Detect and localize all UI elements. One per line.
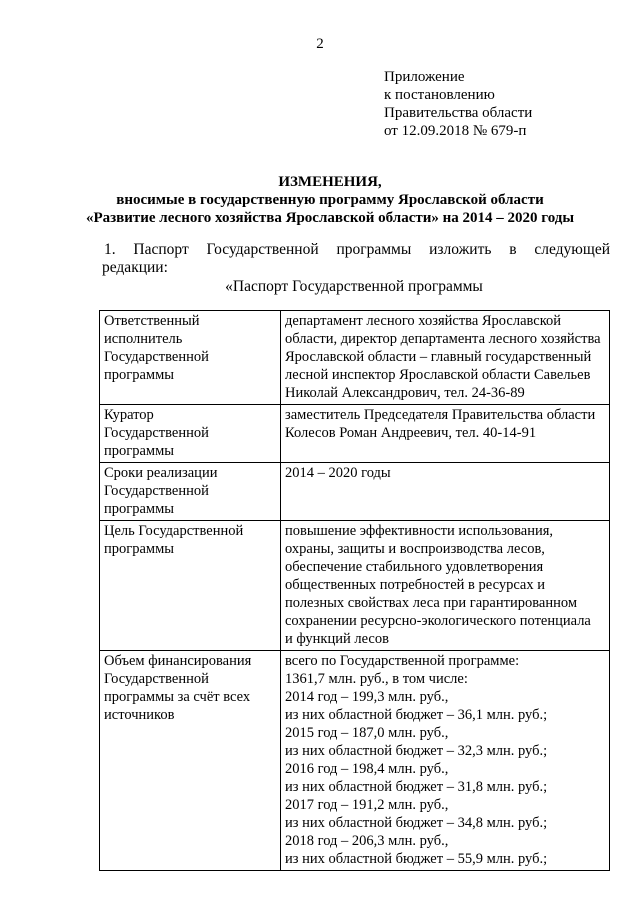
cell-line: лесной инспектор Ярославской области Савельев: [285, 367, 591, 383]
paragraph-continuation: редакции:: [102, 259, 168, 276]
cell-line: всего по Государственной программе:: [285, 653, 520, 669]
table-row: [100, 521, 610, 651]
cell-line: Ярославской области – главный государственный: [285, 349, 592, 365]
cell-line: охраны, защиты и воспроизводства лесов,: [285, 541, 545, 557]
title-line: ИЗМЕНЕНИЯ,: [278, 174, 382, 190]
table-cell-label: [100, 463, 281, 521]
table-cell-label: [100, 521, 281, 651]
cell-line: Колесов Роман Андреевич, тел. 40-14-91: [285, 425, 537, 441]
cell-line: обеспечение стабильного удовлетворения: [285, 559, 544, 575]
cell-line: программы за счёт всех: [104, 689, 251, 705]
appendix-block: [384, 68, 532, 140]
cell-line: Государственной: [104, 349, 209, 365]
appendix-line: Приложение: [384, 69, 465, 85]
cell-line: Государственной: [104, 425, 209, 441]
table-cell-label: [100, 651, 281, 871]
table-row: [100, 405, 610, 463]
passport-table: [99, 310, 610, 871]
cell-line: сохранении ресурсно-экологического потенциала: [285, 613, 591, 629]
cell-line: программы: [104, 443, 174, 459]
cell-line: заместитель Председателя Правительства области: [285, 407, 596, 423]
cell-line: Государственной: [104, 483, 209, 499]
appendix-line: от 12.09.2018 № 679-п: [384, 123, 527, 139]
cell-line: Куратор: [104, 407, 154, 423]
cell-line: из них областной бюджет – 31,8 млн. руб.;: [285, 779, 548, 795]
cell-line: и функций лесов: [285, 631, 389, 647]
cell-line: из них областной бюджет – 34,8 млн. руб.;: [285, 815, 548, 831]
cell-line: из них областной бюджет – 55,9 млн. руб.;: [285, 851, 548, 867]
document-title: [60, 173, 600, 227]
cell-line: программы: [104, 541, 174, 557]
cell-line: Ответственный: [104, 313, 200, 329]
table-row: [100, 463, 610, 521]
cell-line: из них областной бюджет – 32,3 млн. руб.;: [285, 743, 548, 759]
table-row: [100, 651, 610, 871]
cell-line: 2018 год – 206,3 млн. руб.,: [285, 833, 449, 849]
table-cell-value: [281, 405, 610, 463]
cell-line: полезных свойствах леса при гарантированном: [285, 595, 577, 611]
passport-heading: «Паспорт Государственной программы: [225, 278, 483, 295]
paragraph-line: 1. Паспорт Государственной программы изложить в следующей: [104, 241, 610, 258]
paragraph-line: [104, 259, 169, 277]
cell-line: области, директор департамента лесного хозяйства: [285, 331, 601, 347]
page-number: 2: [316, 36, 324, 52]
cell-line: департамент лесного хозяйства Ярославской: [285, 313, 562, 329]
cell-line: 2014 год – 199,3 млн. руб.,: [285, 689, 449, 705]
table-cell-value: [281, 311, 610, 405]
cell-line: Сроки реализации: [104, 465, 218, 481]
table-cell-value: [281, 521, 610, 651]
cell-line: Объем финансирования: [104, 653, 252, 669]
appendix-line: Правительства области: [384, 105, 533, 121]
cell-line: 2014 – 2020 годы: [285, 465, 391, 481]
title-line: «Развитие лесного хозяйства Ярославской области» на 2014 – 2020 годы: [85, 210, 575, 226]
cell-line: Николай Александрович, тел. 24-36-89: [285, 385, 525, 401]
cell-line: повышение эффективности использования,: [285, 523, 554, 539]
title-line: вносимые в государственную программу Ярославской области: [116, 192, 544, 208]
cell-line: 2015 год – 187,0 млн. руб.,: [285, 725, 449, 741]
cell-line: 2017 год – 191,2 млн. руб.,: [285, 797, 449, 813]
cell-line: общественных потребностей в ресурсах и: [285, 577, 546, 593]
cell-line: Цель Государственной: [104, 523, 244, 539]
table-cell-label: [100, 405, 281, 463]
cell-line: программы: [104, 501, 174, 517]
cell-line: 2016 год – 198,4 млн. руб.,: [285, 761, 449, 777]
appendix-line: к постановлению: [384, 87, 495, 103]
table-row: [100, 311, 610, 405]
cell-line: из них областной бюджет – 36,1 млн. руб.;: [285, 707, 548, 723]
cell-line: 1361,7 млн. руб., в том числе:: [285, 671, 468, 687]
cell-line: исполнитель: [104, 331, 183, 347]
table-cell-label: [100, 311, 281, 405]
table-cell-value: [281, 463, 610, 521]
table-cell-value: [281, 651, 610, 871]
cell-line: источников: [104, 707, 175, 723]
cell-line: программы: [104, 367, 174, 383]
cell-line: Государственной: [104, 671, 209, 687]
